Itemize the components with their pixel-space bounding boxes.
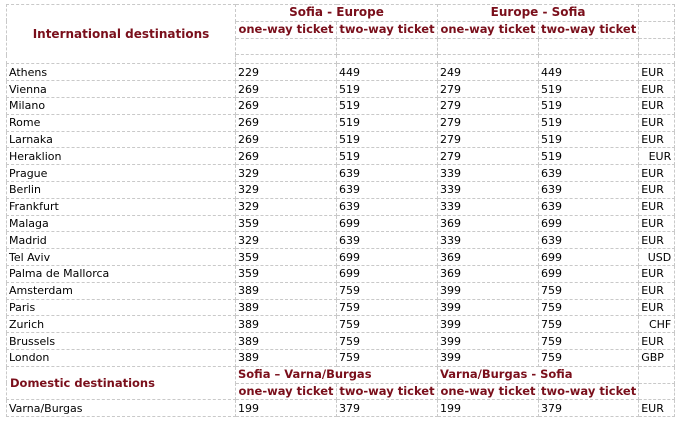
destination-cell: London [7, 349, 236, 366]
price-cell: 389 [236, 349, 337, 366]
table-row [7, 249, 675, 266]
currency-cell: EUR [639, 64, 675, 81]
price-cell: 519 [539, 114, 639, 131]
price-cell: 269 [236, 81, 337, 98]
currency-cell: EUR [639, 265, 675, 282]
sofia-varna-header: Sofia – Varna/Burgas [236, 366, 438, 383]
price-cell: 269 [236, 131, 337, 148]
price-cell: 399 [438, 333, 539, 350]
currency-cell: EUR [639, 114, 675, 131]
table-row [7, 400, 675, 417]
empty-cell [639, 55, 675, 64]
currency-cell: EUR [639, 215, 675, 232]
destination-cell: Malaga [7, 215, 236, 232]
price-cell: 339 [438, 232, 539, 249]
price-cell: 699 [539, 249, 639, 266]
price-cell: 369 [438, 215, 539, 232]
price-cell: 279 [438, 131, 539, 148]
price-cell: 199 [236, 400, 337, 417]
table-row [7, 131, 675, 148]
price-cell: 699 [539, 215, 639, 232]
price-cell: 519 [337, 97, 438, 114]
price-cell: 639 [337, 198, 438, 215]
currency-cell: EUR [639, 299, 675, 316]
price-cell: 269 [236, 148, 337, 165]
price-cell: 449 [539, 64, 639, 81]
price-cell: 399 [438, 299, 539, 316]
empty-cell [438, 55, 539, 64]
price-cell: 329 [236, 232, 337, 249]
price-cell: 369 [438, 265, 539, 282]
price-cell: 339 [438, 198, 539, 215]
international-header-row-1 [7, 5, 675, 22]
price-cell: 759 [337, 333, 438, 350]
price-cell: 269 [236, 114, 337, 131]
currency-cell: USD [639, 249, 675, 266]
price-cell: 359 [236, 265, 337, 282]
price-cell: 389 [236, 316, 337, 333]
price-cell: 759 [539, 333, 639, 350]
price-cell: 759 [539, 316, 639, 333]
price-cell: 639 [539, 165, 639, 182]
destination-cell: Varna/Burgas [7, 400, 236, 417]
destination-cell: Vienna [7, 81, 236, 98]
empty-cell [639, 38, 675, 55]
destination-cell: Madrid [7, 232, 236, 249]
sofia-europe-header: Sofia - Europe [236, 5, 438, 22]
sofia-europe-one-way-header: one-way ticket [236, 21, 337, 38]
currency-cell: EUR [639, 131, 675, 148]
destination-cell: Larnaka [7, 131, 236, 148]
europe-sofia-two-way-header: two-way ticket [539, 21, 639, 38]
empty-cell [236, 38, 337, 55]
price-cell: 519 [337, 114, 438, 131]
currency-cell: EUR [639, 282, 675, 299]
price-cell: 639 [539, 232, 639, 249]
domestic-header-row-1 [7, 366, 675, 383]
one-way-header: one-way ticket [438, 383, 539, 400]
destination-cell: Milano [7, 97, 236, 114]
destination-cell: Zurich [7, 316, 236, 333]
one-way-header: one-way ticket [236, 383, 337, 400]
price-cell: 639 [539, 198, 639, 215]
empty-cell [639, 366, 675, 383]
table-row [7, 64, 675, 81]
empty-cell [236, 55, 337, 64]
currency-cell: EUR [639, 232, 675, 249]
destination-cell: Amsterdam [7, 282, 236, 299]
price-cell: 379 [337, 400, 438, 417]
table-row [7, 265, 675, 282]
price-cell: 699 [337, 265, 438, 282]
destination-cell: Prague [7, 165, 236, 182]
table-row [7, 165, 675, 182]
empty-cell [639, 21, 675, 38]
empty-cell [337, 38, 438, 55]
international-destinations-title: International destinations [7, 5, 236, 64]
empty-cell [639, 383, 675, 400]
price-cell: 759 [539, 282, 639, 299]
destination-cell: Heraklion [7, 148, 236, 165]
price-cell: 639 [337, 232, 438, 249]
currency-cell: EUR [639, 333, 675, 350]
price-cell: 759 [337, 316, 438, 333]
destination-cell: Brussels [7, 333, 236, 350]
sofia-europe-two-way-header: two-way ticket [337, 21, 438, 38]
currency-cell: EUR [639, 97, 675, 114]
table-row [7, 97, 675, 114]
price-cell: 359 [236, 249, 337, 266]
currency-cell: EUR [639, 165, 675, 182]
table-row [7, 215, 675, 232]
currency-cell: EUR [639, 181, 675, 198]
currency-cell: CHF [639, 316, 675, 333]
price-cell: 759 [337, 299, 438, 316]
price-cell: 699 [337, 215, 438, 232]
destination-cell: Palma de Mallorca [7, 265, 236, 282]
price-cell: 199 [438, 400, 539, 417]
domestic-destinations-title: Domestic destinations [7, 366, 236, 400]
europe-sofia-header: Europe - Sofia [438, 5, 639, 22]
price-cell: 279 [438, 81, 539, 98]
currency-cell: EUR [639, 198, 675, 215]
price-cell: 449 [337, 64, 438, 81]
table-row [7, 282, 675, 299]
price-cell: 399 [438, 349, 539, 366]
currency-cell: EUR [639, 148, 675, 165]
empty-cell [639, 5, 675, 22]
empty-cell [539, 38, 639, 55]
currency-cell: EUR [639, 81, 675, 98]
price-cell: 519 [337, 81, 438, 98]
destination-cell: Paris [7, 299, 236, 316]
price-cell: 519 [539, 148, 639, 165]
price-cell: 639 [337, 181, 438, 198]
price-cell: 389 [236, 282, 337, 299]
price-cell: 329 [236, 198, 337, 215]
price-cell: 269 [236, 97, 337, 114]
table-row [7, 232, 675, 249]
table-row [7, 181, 675, 198]
two-way-header: two-way ticket [337, 383, 438, 400]
price-cell: 639 [337, 165, 438, 182]
price-cell: 519 [337, 148, 438, 165]
empty-cell [337, 55, 438, 64]
two-way-header: two-way ticket [539, 383, 639, 400]
destination-cell: Berlin [7, 181, 236, 198]
price-cell: 339 [438, 165, 539, 182]
price-cell: 379 [539, 400, 639, 417]
price-cell: 229 [236, 64, 337, 81]
price-cell: 279 [438, 97, 539, 114]
price-cell: 519 [539, 97, 639, 114]
price-cell: 249 [438, 64, 539, 81]
varna-sofia-header: Varna/Burgas - Sofia [438, 366, 639, 383]
price-cell: 329 [236, 165, 337, 182]
price-cell: 519 [337, 131, 438, 148]
destination-cell: Rome [7, 114, 236, 131]
price-cell: 399 [438, 282, 539, 299]
destination-cell: Tel Aviv [7, 249, 236, 266]
table-row [7, 349, 675, 366]
table-row [7, 148, 675, 165]
price-cell: 639 [539, 181, 639, 198]
price-cell: 279 [438, 114, 539, 131]
price-cell: 329 [236, 181, 337, 198]
price-cell: 399 [438, 316, 539, 333]
price-cell: 759 [539, 299, 639, 316]
currency-cell: EUR [639, 400, 675, 417]
price-cell: 389 [236, 333, 337, 350]
price-cell: 389 [236, 299, 337, 316]
table-row [7, 316, 675, 333]
table-row [7, 299, 675, 316]
currency-cell: GBP [639, 349, 675, 366]
price-cell: 369 [438, 249, 539, 266]
table-row [7, 81, 675, 98]
europe-sofia-one-way-header: one-way ticket [438, 21, 539, 38]
fares-table [6, 4, 675, 417]
destination-cell: Frankfurt [7, 198, 236, 215]
price-cell: 699 [337, 249, 438, 266]
price-cell: 759 [337, 282, 438, 299]
price-cell: 759 [337, 349, 438, 366]
price-cell: 359 [236, 215, 337, 232]
price-cell: 279 [438, 148, 539, 165]
price-cell: 699 [539, 265, 639, 282]
table-row [7, 114, 675, 131]
destination-cell: Athens [7, 64, 236, 81]
table-row [7, 333, 675, 350]
empty-cell [539, 55, 639, 64]
price-cell: 519 [539, 81, 639, 98]
empty-cell [438, 38, 539, 55]
price-cell: 759 [539, 349, 639, 366]
price-cell: 339 [438, 181, 539, 198]
price-cell: 519 [539, 131, 639, 148]
table-row [7, 198, 675, 215]
